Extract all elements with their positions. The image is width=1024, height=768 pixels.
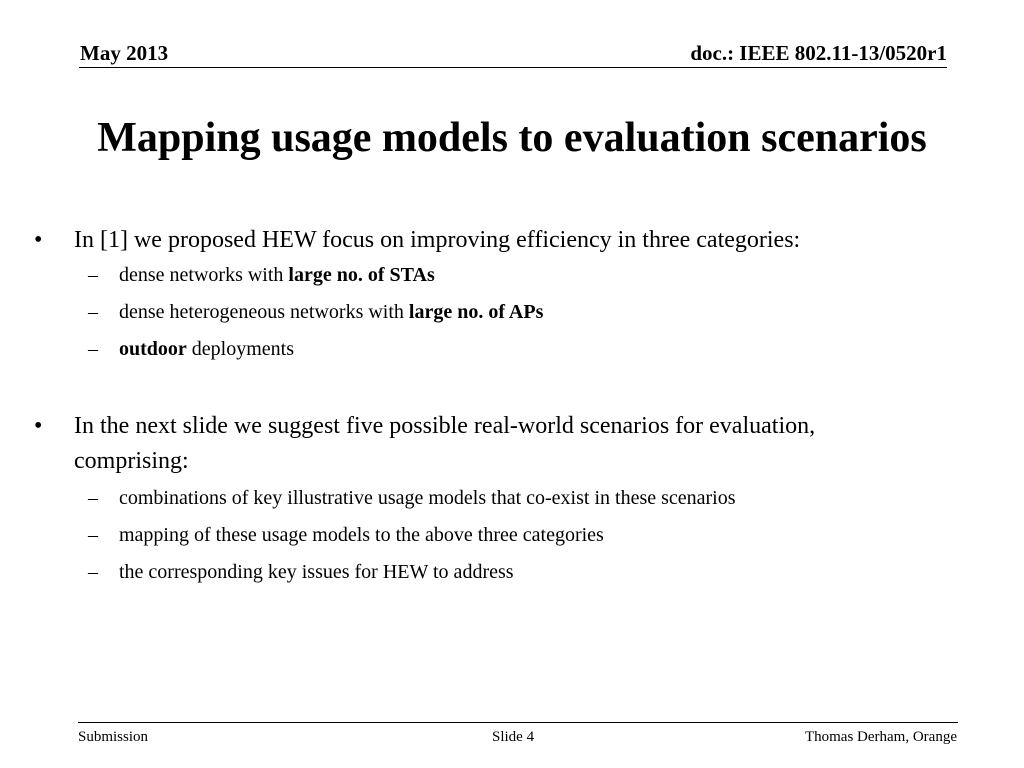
sub-bullet-2-2-marker: – <box>88 524 98 546</box>
sub-bullet-2-3-marker: – <box>88 561 98 583</box>
sub-bullet-2-1-text: combinations of key illustrative usage models that co-exist in these scenarios <box>119 487 736 509</box>
sub-bullet-1-2-marker: – <box>88 301 98 323</box>
bullet-2-text-line-2: comprising: <box>74 448 189 474</box>
bullet-2-text-line-1: In the next slide we suggest five possible real-world scenarios for evaluation, <box>74 413 816 439</box>
sub-bullet-1-2-plain: dense heterogeneous networks with <box>119 301 409 323</box>
sub-bullet-1-1-marker: – <box>88 264 98 286</box>
sub-bullet-2-3-text: the corresponding key issues for HEW to address <box>119 561 514 583</box>
sub-bullet-2-1-marker: – <box>88 487 98 509</box>
bullet-2-marker: • <box>34 413 43 439</box>
header-date: May 2013 <box>80 41 169 65</box>
header-doc-id: doc.: IEEE 802.11-13/0520r1 <box>690 41 947 65</box>
footer-slide-number: Slide 4 <box>492 729 535 745</box>
footer-divider <box>78 722 958 723</box>
sub-bullet-1-3-bold: outdoor <box>119 338 187 360</box>
sub-bullet-1-1-plain: dense networks with <box>119 264 289 286</box>
sub-bullet-1-2-text <box>119 299 543 325</box>
footer-submission: Submission <box>78 729 149 745</box>
header-divider <box>79 67 947 68</box>
sub-bullet-1-3-tail: deployments <box>186 338 295 360</box>
sub-bullet-1-1-text <box>119 262 435 288</box>
sub-bullet-1-3-marker: – <box>88 338 98 360</box>
sub-bullet-1-3-text <box>119 336 294 362</box>
sub-bullet-1-1-bold: large no. of STAs <box>288 264 435 286</box>
bullet-1-text: In [1] we proposed HEW focus on improving efficiency in three categories: <box>74 227 801 253</box>
sub-bullet-1-2-bold: large no. of APs <box>408 301 544 323</box>
footer-author: Thomas Derham, Orange <box>804 729 957 745</box>
bullet-1-marker: • <box>34 227 43 253</box>
slide-title: Mapping usage models to evaluation scenarios <box>97 115 927 161</box>
sub-bullet-2-2-text: mapping of these usage models to the above three categories <box>119 524 604 546</box>
